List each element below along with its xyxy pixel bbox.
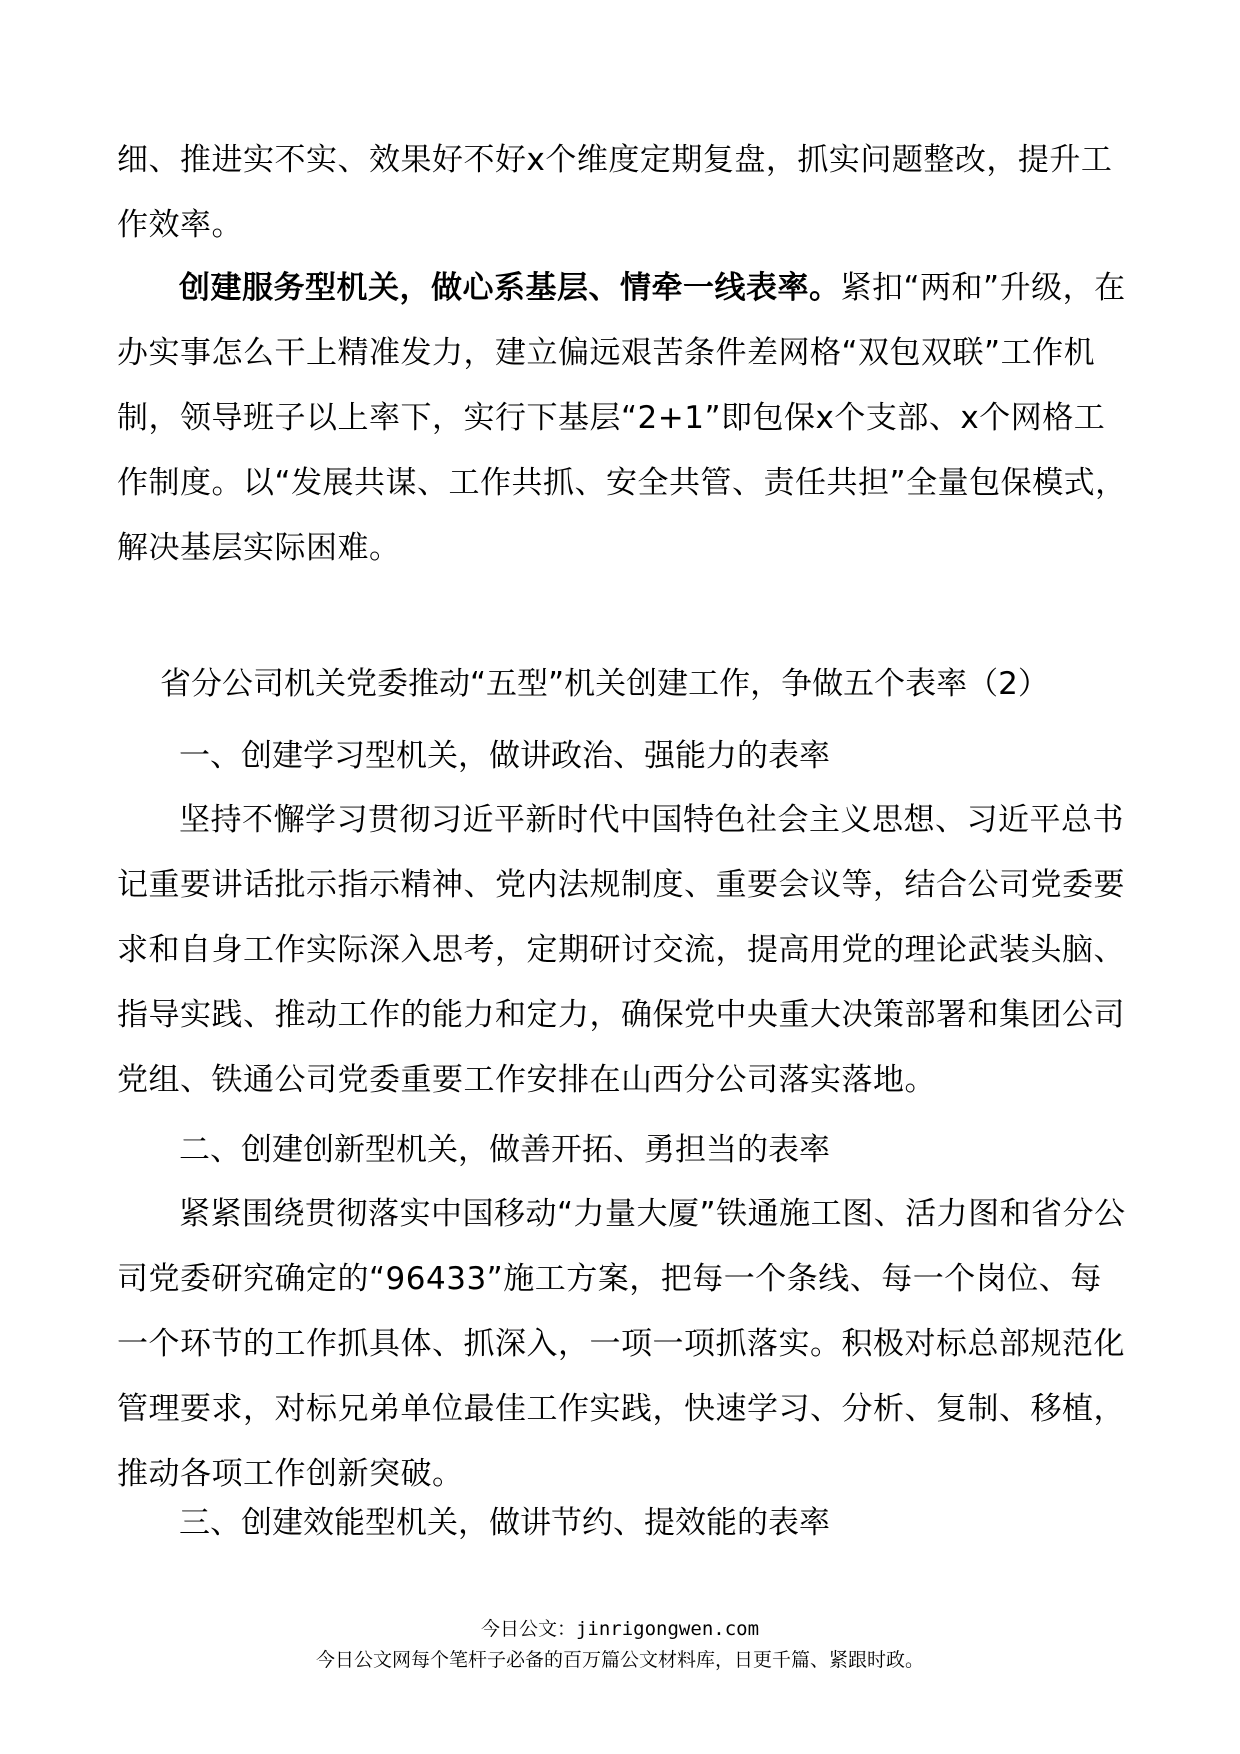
- footer-site-url[interactable]: jinrigongwen.com: [575, 1618, 760, 1640]
- footer-tagline: 今日公文网每个笔杆子必备的百万篇公文材料库，日更千篇、紧跟时政。: [315, 1649, 924, 1671]
- section1-body: 坚持不懈学习贯彻习近平新时代中国特色社会主义思想、习近平总书记重要讲话批示指示精神、党内法规制度、重要会议等，结合公司党委要求和自身工作实际深入思考，定期研讨交流，提高用党的理论武装头脑、指导实践、推动工作的能力和定力，确保党中央重大决策部署和集团公司党组、铁通公司党委重要工作安排在山西分公司落实落地。: [117, 802, 1125, 1098]
- article-title: 省分公司机关党委推动“五型”机关创建工作，争做五个表率（2）: [160, 666, 1049, 702]
- section3-heading: 三、创建效能型机关，做讲节约、提效能的表率: [179, 1505, 830, 1541]
- section1-heading: 一、创建学习型机关，做讲政治、强能力的表率: [179, 738, 830, 774]
- footer-site: [0, 1616, 1240, 1642]
- footer-site-label: 今日公文：: [480, 1618, 576, 1640]
- section2-heading: 二、创建创新型机关，做善开拓、勇担当的表率: [179, 1132, 830, 1168]
- continued-paragraph: 细、推进实不实、效果好不好x个维度定期复盘，抓实问题整改，提升工作效率。: [117, 142, 1113, 243]
- service-body: 紧扣“两和”升级，在办实事怎么干上精准发力，建立偏远艰苦条件差网格“双包双联”工作机制，领导班子以上率下，实行下基层“2+1”即包保x个支部、x个网格工作制度。以“发展共谋、工作共抓、安全共管、责任共担”全量包保模式，解决基层实际困难。: [117, 270, 1127, 566]
- service-heading: 创建服务型机关，做心系基层、情牵一线表率。: [179, 270, 841, 306]
- service-paragraph: [117, 256, 1127, 581]
- section2-body: 紧紧围绕贯彻落实中国移动“力量大厦”铁通施工图、活力图和省分公司党委研究确定的“96433”施工方案，把每一个条线、每一个岗位、每一个环节的工作抓具体、抓深入，一项一项抓落实。积极对标总部规范化管理要求，对标兄弟单位最佳工作实践，快速学习、分析、复制、移植，推动各项工作创新突破。: [117, 1196, 1126, 1492]
